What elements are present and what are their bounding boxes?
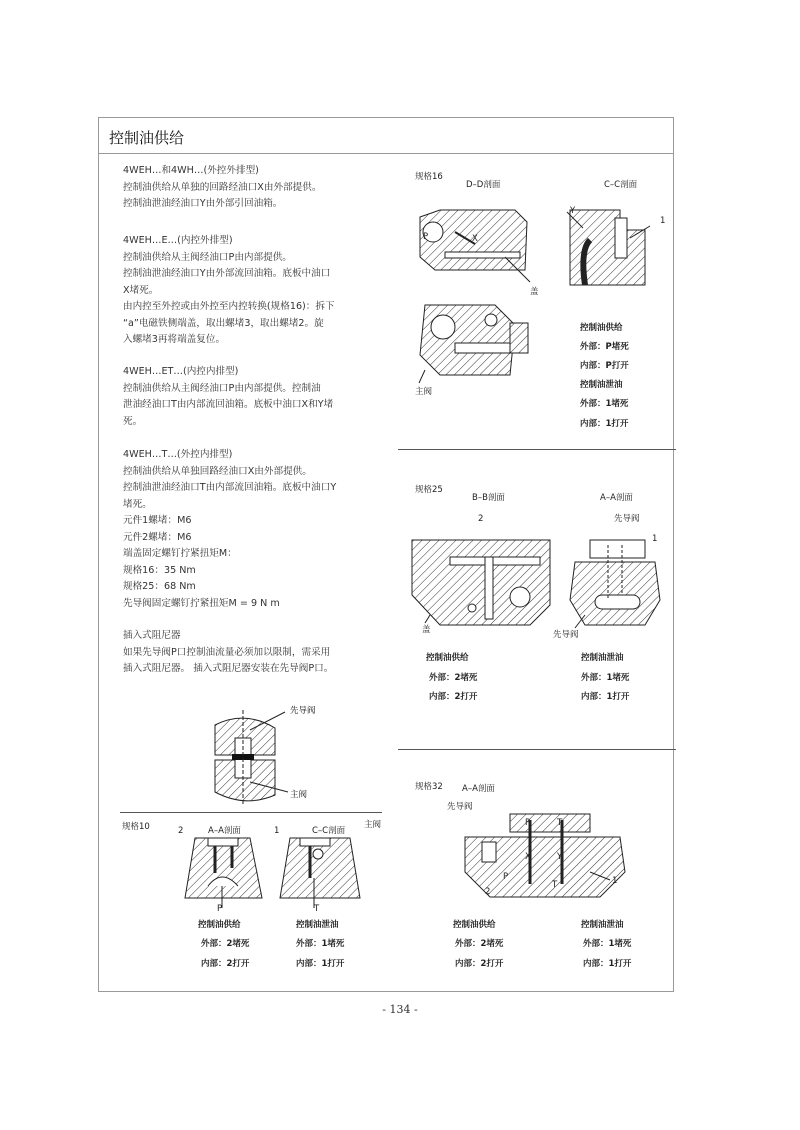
text-line: 死。	[123, 415, 143, 427]
text-block-weht	[123, 447, 336, 612]
divider	[398, 449, 676, 450]
text-line: 控制油供给从主阀经油口P由内部提供。	[123, 251, 292, 263]
size32-p-label-lower: P	[503, 872, 509, 882]
size25-diagram-aa	[570, 540, 665, 630]
size25-drain-title: 控制油泄油	[581, 653, 624, 663]
text-line: 控制油供给从主阀经油口P由内部提供。控制油	[123, 382, 321, 394]
text-line: 入螺堵3再将端盖复位。	[123, 334, 226, 345]
size16-cover-label: 盖	[530, 287, 539, 297]
size25-cover-label: 盖	[422, 625, 431, 635]
size16-section-cc: C–C剖面	[604, 180, 638, 190]
size25-num2: 2	[478, 514, 484, 524]
size16-diagram-dd-top	[415, 202, 535, 287]
text-line: 控制油供给从单独的回路经油口X由外部提供。	[123, 181, 322, 193]
size16-x-label: X	[472, 234, 478, 244]
text-line: 4WEH…E…(内控外排型)	[123, 235, 233, 246]
size10-drain-int: 内部：1打开	[296, 959, 345, 969]
text-block-wehe	[123, 233, 335, 349]
section-header	[99, 118, 673, 154]
size25-drain-int: 内部：1打开	[581, 692, 630, 702]
text-line: 规格25：68 Nm	[123, 581, 196, 592]
text-block-damper	[123, 628, 333, 678]
size25-drain-ext: 外部：1堵死	[581, 673, 630, 683]
text-line: 由内控至外控或由外控至内控转换(规格16)：拆下	[123, 301, 335, 312]
size16-supply-ext: 外部：P堵死	[580, 342, 629, 352]
text-line: 元件1螺堵：M6	[123, 515, 192, 526]
size10-num1: 1	[274, 826, 280, 836]
size16-diagram-cc	[565, 200, 660, 295]
text-line: X堵死。	[123, 284, 159, 296]
pilot-valve-label: 先导阀	[290, 706, 316, 716]
size16-p-label: P	[423, 232, 429, 242]
size16-title: 规格16	[415, 172, 443, 182]
text-line: 泄油经油口T由内部流回油箱。底板中油口X和Y堵	[123, 399, 334, 410]
size16-section-dd: D–D剖面	[466, 180, 501, 190]
size10-diagram-aa	[180, 838, 265, 913]
text-line: 元件2螺堵：M6	[123, 531, 192, 543]
size25-supply-ext: 外部：2堵死	[429, 673, 478, 683]
size25-supply-int: 内部：2打开	[429, 692, 478, 702]
text-line: 控制油泄油经油口T由内部流回油箱。底板中油口Y	[123, 482, 337, 493]
size32-t-label-lower: T	[552, 880, 558, 890]
size32-y-label: Y	[557, 852, 563, 862]
section-title: 控制油供给	[109, 129, 185, 147]
size25-supply-title: 控制油供给	[426, 653, 469, 663]
size10-supply-title: 控制油供给	[198, 920, 241, 930]
size16-supply-int: 内部：P打开	[580, 361, 629, 371]
page-number: - 134 -	[382, 1003, 418, 1016]
text-line: “a”电磁铁侧端盖，取出螺堵3，取出螺堵2。旋	[123, 317, 324, 329]
size16-diagram-dd-bottom	[415, 295, 535, 390]
size32-num2: 2	[485, 887, 491, 897]
text-line: 如果先导阀P口控制油流量必须加以限制，需采用	[123, 646, 331, 658]
size16-drain-ext: 外部：1堵死	[580, 399, 629, 409]
size32-title: 规格32	[415, 782, 443, 792]
size32-drain-ext: 外部：1堵死	[583, 939, 632, 949]
size10-main-valve: 主阀	[364, 820, 382, 830]
size10-num2: 2	[178, 826, 184, 836]
size25-section-bb: B–B剖面	[472, 493, 505, 503]
size16-y-label: Y	[570, 206, 576, 216]
size32-x-label: X	[525, 852, 531, 862]
text-line: 4WEH…和4WH…(外控外排型)	[123, 165, 259, 176]
text-block-wehet	[123, 364, 333, 430]
size10-t-label: T	[314, 904, 320, 914]
text-line: 控制油泄油经油口Y由外部流回油箱。底板中油口	[123, 268, 331, 279]
text-line: 插入式阻尼器	[123, 630, 181, 641]
size32-section-aa: A–A剖面	[462, 784, 495, 794]
text-block-wehwh	[123, 163, 321, 213]
text-line: 4WEH…ET…(内控内排型)	[123, 366, 239, 377]
text-line: 规格16：35 Nm	[123, 564, 196, 576]
size25-diagram-bb	[410, 535, 555, 630]
size10-drain-ext: 外部：1堵死	[296, 939, 345, 949]
size25-title: 规格25	[415, 485, 443, 495]
size10-drain-title: 控制油泄油	[296, 920, 339, 930]
damper-diagram	[190, 700, 340, 810]
size32-supply-title: 控制油供给	[453, 920, 496, 930]
text-line: 控制油供给从单独回路经油口X由外部提供。	[123, 465, 312, 477]
size32-drain-int: 内部：1打开	[583, 959, 632, 969]
size10-supply-ext: 外部：2堵死	[201, 939, 250, 949]
size10-p-label: P	[217, 904, 223, 914]
size16-drain-title: 控制油泄油	[580, 380, 623, 390]
size16-supply-title: 控制油供给	[580, 323, 623, 333]
size25-section-aa: A–A剖面	[600, 493, 633, 503]
size16-num1: 1	[660, 216, 666, 226]
size32-pilot-valve: 先导阀	[447, 802, 473, 812]
size32-num1: 1	[612, 876, 618, 886]
size16-main-valve: 主阀	[415, 387, 433, 397]
size10-supply-int: 内部：2打开	[201, 959, 250, 969]
size25-pilot-valve2: 先导阀	[553, 630, 579, 640]
size10-section-cc: C–C剖面	[312, 826, 346, 836]
size32-drain-title: 控制油泄油	[581, 920, 624, 930]
size10-diagram-cc	[280, 838, 365, 913]
size25-pilot-valve: 先导阀	[614, 514, 640, 524]
size32-t-label: T	[557, 818, 563, 828]
size32-supply-int: 内部：2打开	[455, 959, 504, 969]
text-line: 堵死。	[123, 498, 152, 510]
text-line: 端盖固定螺钉拧紧扭矩M：	[123, 548, 237, 559]
divider	[398, 749, 676, 750]
text-line: 4WEH…T…(外控内排型)	[123, 449, 233, 460]
size16-drain-int: 内部：1打开	[580, 419, 629, 429]
size10-title: 规格10	[122, 822, 150, 832]
text-line: 控制油泄油经油口Y由外部引回油箱。	[123, 198, 283, 209]
size10-section-aa: A–A剖面	[208, 826, 241, 836]
size32-p-label: P	[525, 818, 531, 828]
text-line: 插入式阻尼器。 插入式阻尼器安装在先导阀P口。	[123, 663, 334, 674]
main-valve-label: 主阀	[290, 790, 308, 800]
size32-supply-ext: 外部：2堵死	[455, 939, 504, 949]
text-line: 先导阀固定螺钉拧紧扭矩M = 9 N m	[123, 597, 280, 609]
size25-num1: 1	[652, 534, 658, 544]
divider	[120, 812, 382, 813]
